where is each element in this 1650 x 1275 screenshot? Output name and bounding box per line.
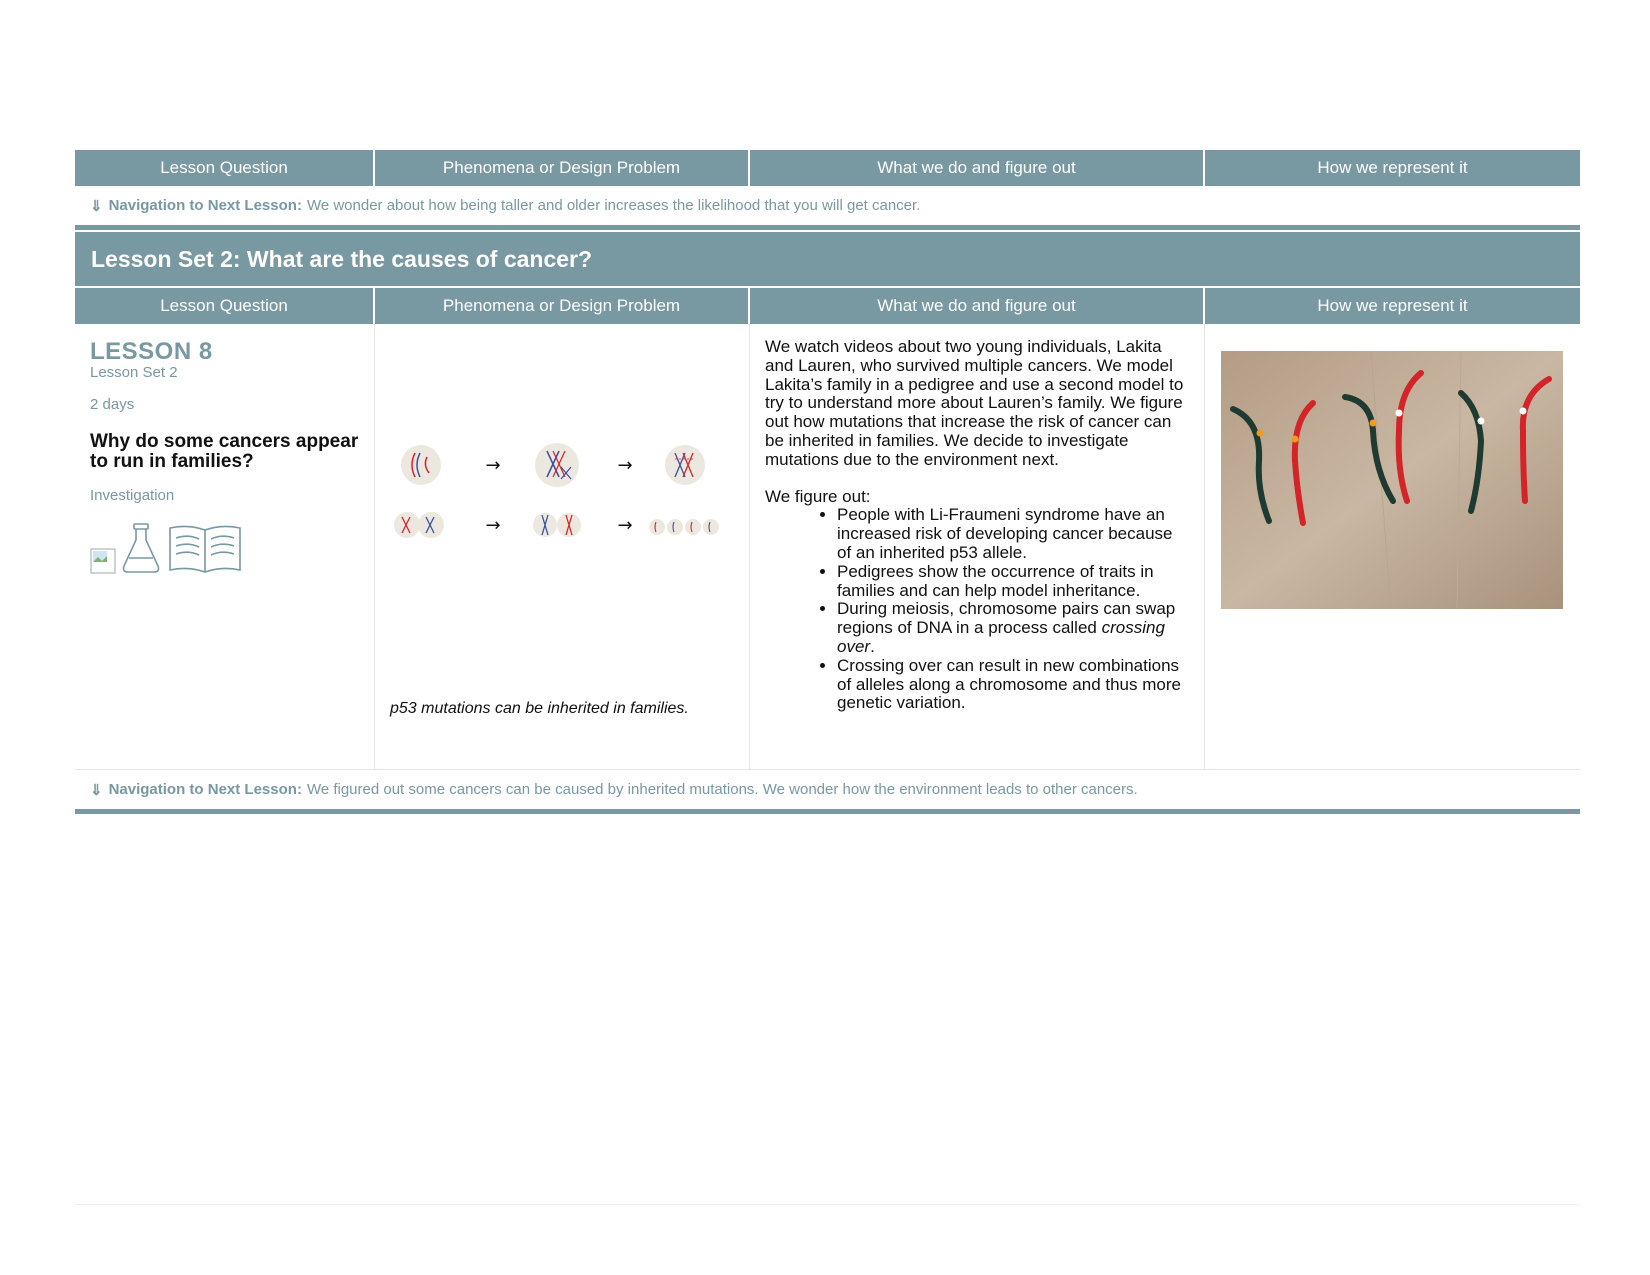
down-arrow-icon: ⇓: [90, 781, 103, 799]
crossing-over-term: crossing over: [837, 618, 1165, 656]
phenomena-cell: [375, 324, 750, 769]
list-item: • People with Li-Fraumeni syndrome have an increased risk of developing cancer because of an inherited p53 allele.: [837, 506, 1189, 562]
broken-image-icon: [90, 548, 116, 574]
lesson-set-label: Lesson Set 2: [90, 364, 178, 381]
list-item-text: During meiosis, chromosome pairs can swap regions of DNA in a process called: [837, 599, 1176, 638]
cell-stage-5: [533, 513, 581, 537]
column-header: Lesson Question: [75, 288, 375, 324]
pipe-cleaner-chromosome-photo: [1221, 351, 1563, 609]
flask-icon: [120, 522, 162, 574]
column-header-row: [75, 150, 1580, 186]
figure-out-list: [765, 506, 1189, 713]
meiosis-crossing-over-diagram: [375, 439, 750, 549]
lesson-question: Why do some cancers appear to run in families?: [90, 431, 359, 472]
column-header: How we represent it: [1205, 150, 1580, 186]
column-header: Lesson Question: [75, 150, 375, 186]
column-header: What we do and figure out: [750, 288, 1205, 324]
cell-stage-4: [394, 512, 444, 538]
cell-stage-1: [401, 445, 441, 485]
arrow-label: →: [485, 515, 501, 536]
lesson-duration: 2 days: [90, 396, 135, 413]
what-we-do-cell: [750, 324, 1205, 769]
cell-stage-2: [535, 443, 579, 487]
navigation-label: Navigation to Next Lesson:: [108, 197, 302, 214]
column-header: How we represent it: [1205, 288, 1580, 324]
column-header: Phenomena or Design Problem: [375, 150, 750, 186]
column-header: Phenomena or Design Problem: [375, 288, 750, 324]
column-header-row: [75, 288, 1580, 324]
navigation-text: We wonder about how being taller and older increases the likelihood that you will get cancer.: [306, 197, 921, 214]
list-item: • Crossing over can result in new combinations of alleles along a chromosome and thus more genetic variation.: [837, 657, 1189, 713]
lesson-type: Investigation: [90, 487, 175, 504]
lesson-set-title: Lesson Set 2: What are the causes of cancer?: [75, 232, 1580, 288]
phenomena-caption: p53 mutations can be inherited in families.: [390, 700, 689, 717]
figure-out-label: We figure out:: [765, 486, 871, 506]
navigation-next-lesson: [75, 186, 1580, 230]
footer-divider: [75, 1204, 1580, 1205]
arrow-label: →: [617, 455, 633, 476]
cell-stage-6: [649, 519, 719, 535]
navigation-text: We figured out some cancers can be caused by inherited mutations. We wonder how the environment leads to other cancers.: [306, 781, 1138, 798]
navigation-label: Navigation to Next Lesson:: [108, 781, 302, 798]
lesson-question-cell: [75, 324, 375, 769]
arrow-label: →: [617, 515, 633, 536]
open-book-icon: [166, 522, 244, 574]
lesson-number: LESSON 8: [90, 338, 213, 365]
what-we-do-intro: We watch videos about two young individuals, Lakita and Lauren, who survived multiple cancers. We model Lakita’s family in a pedigree and use a second model to try to understand more about Lauren’s family. We figure out how mutations that increase the risk of cancer can be inherited in families. We decide to investigate mutations due to the environment next.: [765, 337, 1184, 469]
down-arrow-icon: ⇓: [90, 197, 103, 215]
list-item-end: .: [870, 636, 875, 656]
list-item: [837, 600, 1189, 656]
representation-cell: [1205, 324, 1580, 769]
lesson-icons: [90, 522, 244, 574]
column-header: What we do and figure out: [750, 150, 1205, 186]
lesson-table: [75, 150, 1580, 814]
navigation-next-lesson: [75, 770, 1580, 814]
lesson-row: [75, 324, 1580, 770]
cell-stage-3: [665, 445, 705, 485]
arrow-label: →: [485, 455, 501, 476]
list-item: • Pedigrees show the occurrence of traits in families and can help model inheritance.: [837, 563, 1189, 601]
